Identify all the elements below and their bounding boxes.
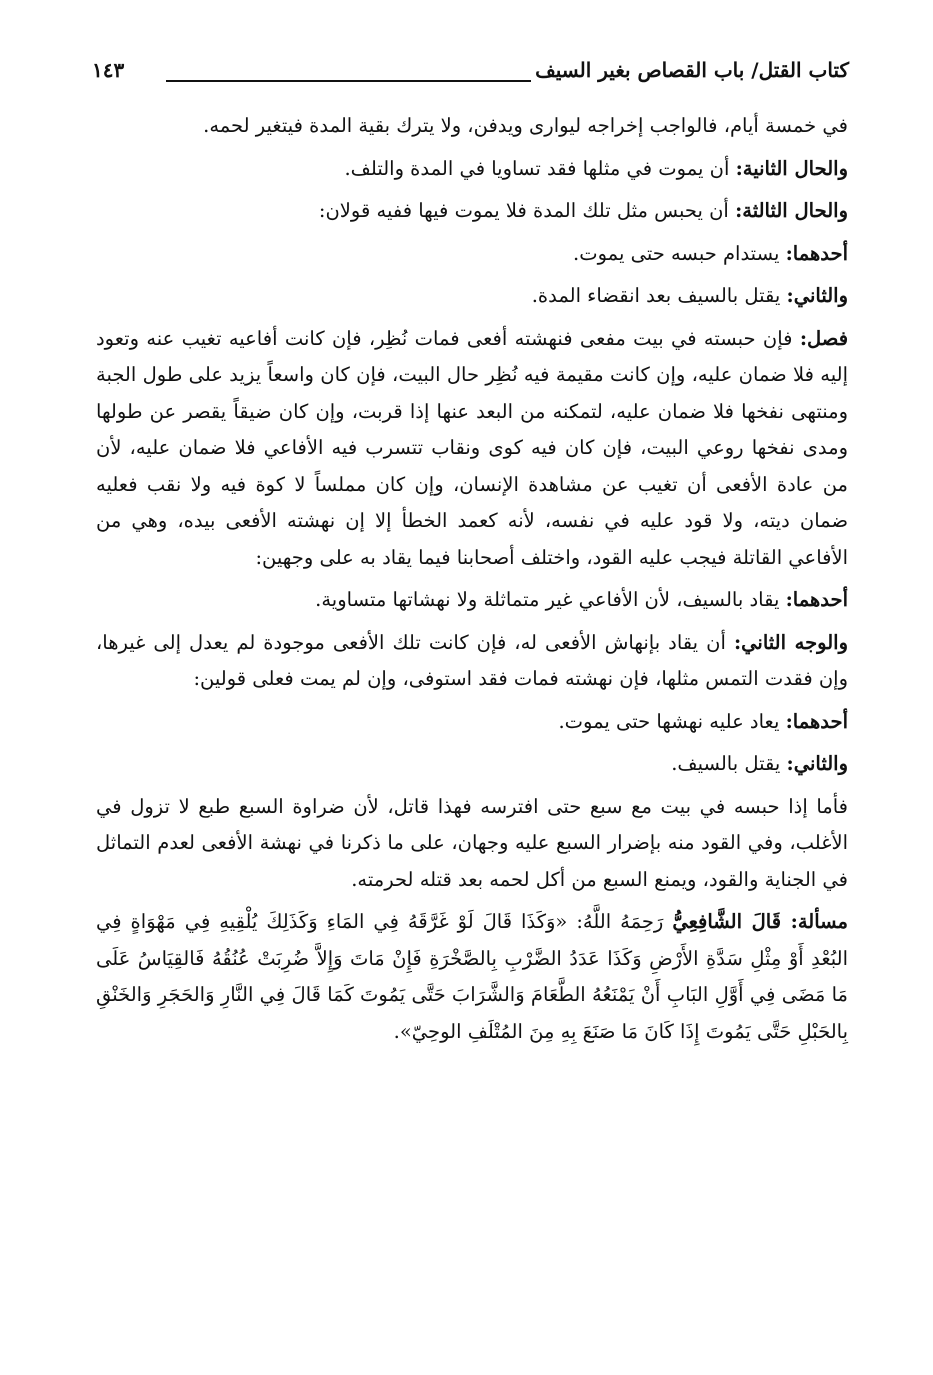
paragraph-text: أن يموت في مثلها فقد تساويا في المدة والتلف.: [344, 156, 730, 180]
running-header: [92, 58, 849, 92]
paragraph-text: أن يحبس مثل تلك المدة فلا يموت فيها ففيه قولان:: [318, 199, 729, 222]
paragraph: [96, 625, 848, 698]
paragraph-label: والوجه الثاني:: [733, 630, 848, 654]
paragraph-label: والثاني:: [786, 752, 848, 775]
paragraph-label: فصل:: [799, 326, 849, 350]
paragraph-text: يقتل بالسيف.: [671, 752, 781, 775]
paragraph: [96, 904, 848, 1050]
paragraph: [96, 108, 848, 145]
paragraph-label: مسألة: قَالَ الشَّافِعِيُّ: [672, 910, 848, 933]
paragraph-text: يقتل بالسيف بعد انقضاء المدة.: [531, 284, 781, 307]
paragraph: [96, 236, 848, 273]
paragraph: [96, 321, 848, 577]
paragraph-text: رَحِمَهُ اللَّهُ: «وَكَذَا قَالَ لَوْ غَرَّقَهُ فِي المَاءِ وَكَذَلِكَ يُلْقِيهِ فِي مَهْوَاةٍ فِي البُعْدِ أَوْ مِثْلِ سَدَّةِ الأَرْضِ وَكَذَا عَدَدُ الضَّرْبِ بِالصَّخْرَةِ فَإِنْ مَاتَ وَإِلاَّ ضُرِبَتْ عُنُقُهُ فَالقِيَاسُ عَلَى مَا مَضَى فِي أَوَّلِ البَابِ أَنْ يَمْنَعُهُ الطَّعَامَ وَالشَّرَابَ حَتَّى يَمُوتَ كَمَا قَالَ فِي النَّارِ وَالحَجَرِ وَالخَنْقِ بِالحَبْلِ حَتَّى يَمُوتَ إِذَا كَانَ مَا صَنَعَ بِهِ مِنَ المُتْلَفِ الوحِيّ».: [96, 910, 848, 1043]
paragraph-text: فأما إذا حبسه في بيت مع سبع حتى افترسه فهذا قاتل، لأن ضراوة السبع طبع لا تزول في الأغلب، وفي القود منه بإضرار السبع عليه وجهان، على ما ذكرنا في نهشة الأفعى لعدم التماثل في الجناية والقود، ويمنع السبع من أكل لحمه بعد قتله لحرمته.: [96, 794, 848, 891]
paragraph: [96, 704, 848, 741]
header-rule: [166, 80, 531, 82]
paragraph: [96, 746, 848, 783]
paragraph: [96, 789, 848, 899]
paragraph: [96, 582, 848, 619]
chapter-title: كتاب القتل/ باب القصاص بغير السيف: [535, 58, 849, 82]
paragraph: [96, 151, 848, 188]
paragraph-text: أن يقاد بإنهاش الأفعى له، فإن كانت تلك الأفعى موجودة لم يعدل إلى غيرها، وإن فقدت التمس مثلها، فإن نهشته فمات فقد استوفى، وإن لم يمت فعلى قولين:: [96, 630, 848, 690]
page-number: ١٤٣: [92, 58, 125, 82]
paragraph-text: فإن حبسته في بيت مفعى فنهشته أفعى فمات نُظِر، فإن كانت أفاعيه تغيب عنه وتعود إليه فلا ضمان عليه، وإن كانت مقيمة فيه نُظِر حال البيت، فإن كان واسعاً يزيد على طول الجبة ومنتهى نفخها فلا ضمان عليه، لتمكنه من البعد عنها إذا قربت، وإن كان ضيقاً يقصر عن طولها ومدى نفخها روعي البيت، فإن كان فيه كوى ونقاب تتسرب فيه الأفاعي فلا ضمان عليه، لأن من عادة الأفعى أن تغيب عن مشاهدة الإنسان، وإن كان مملساً لا كوة فيه ولا نقب فعليه ضمان ديته، ولا قود عليه في نفسه، لأنه كعمد الخطأ إلا إن نهشته الأفعى بيده، وهي من الأفاعي القاتلة فيجب عليه القود، واختلف أصحابنا فيما يقاد به على وجهين:: [96, 326, 848, 569]
paragraph: [96, 278, 848, 315]
paragraph-text: في خمسة أيام، فالواجب إخراجه ليوارى ويدفن، ولا يترك بقية المدة فيتغير لحمه.: [203, 114, 848, 137]
paragraph-label: أحدهما:: [785, 709, 848, 733]
paragraph-label: والحال الثالثة:: [735, 199, 848, 222]
paragraph-text: يستدام حبسه حتى يموت.: [573, 241, 780, 265]
paragraph-text: يقاد بالسيف، لأن الأفاعي غير متماثلة ولا نهشاتها متساوية.: [315, 588, 780, 611]
body-text: [96, 108, 848, 1056]
paragraph-label: والثاني:: [786, 284, 848, 307]
paragraph-label: أحدهما:: [785, 588, 848, 611]
paragraph-text: يعاد عليه نهشها حتى يموت.: [558, 709, 780, 733]
paragraph: [96, 193, 848, 230]
paragraph-label: أحدهما:: [785, 241, 848, 265]
paragraph-label: والحال الثانية:: [735, 156, 848, 180]
